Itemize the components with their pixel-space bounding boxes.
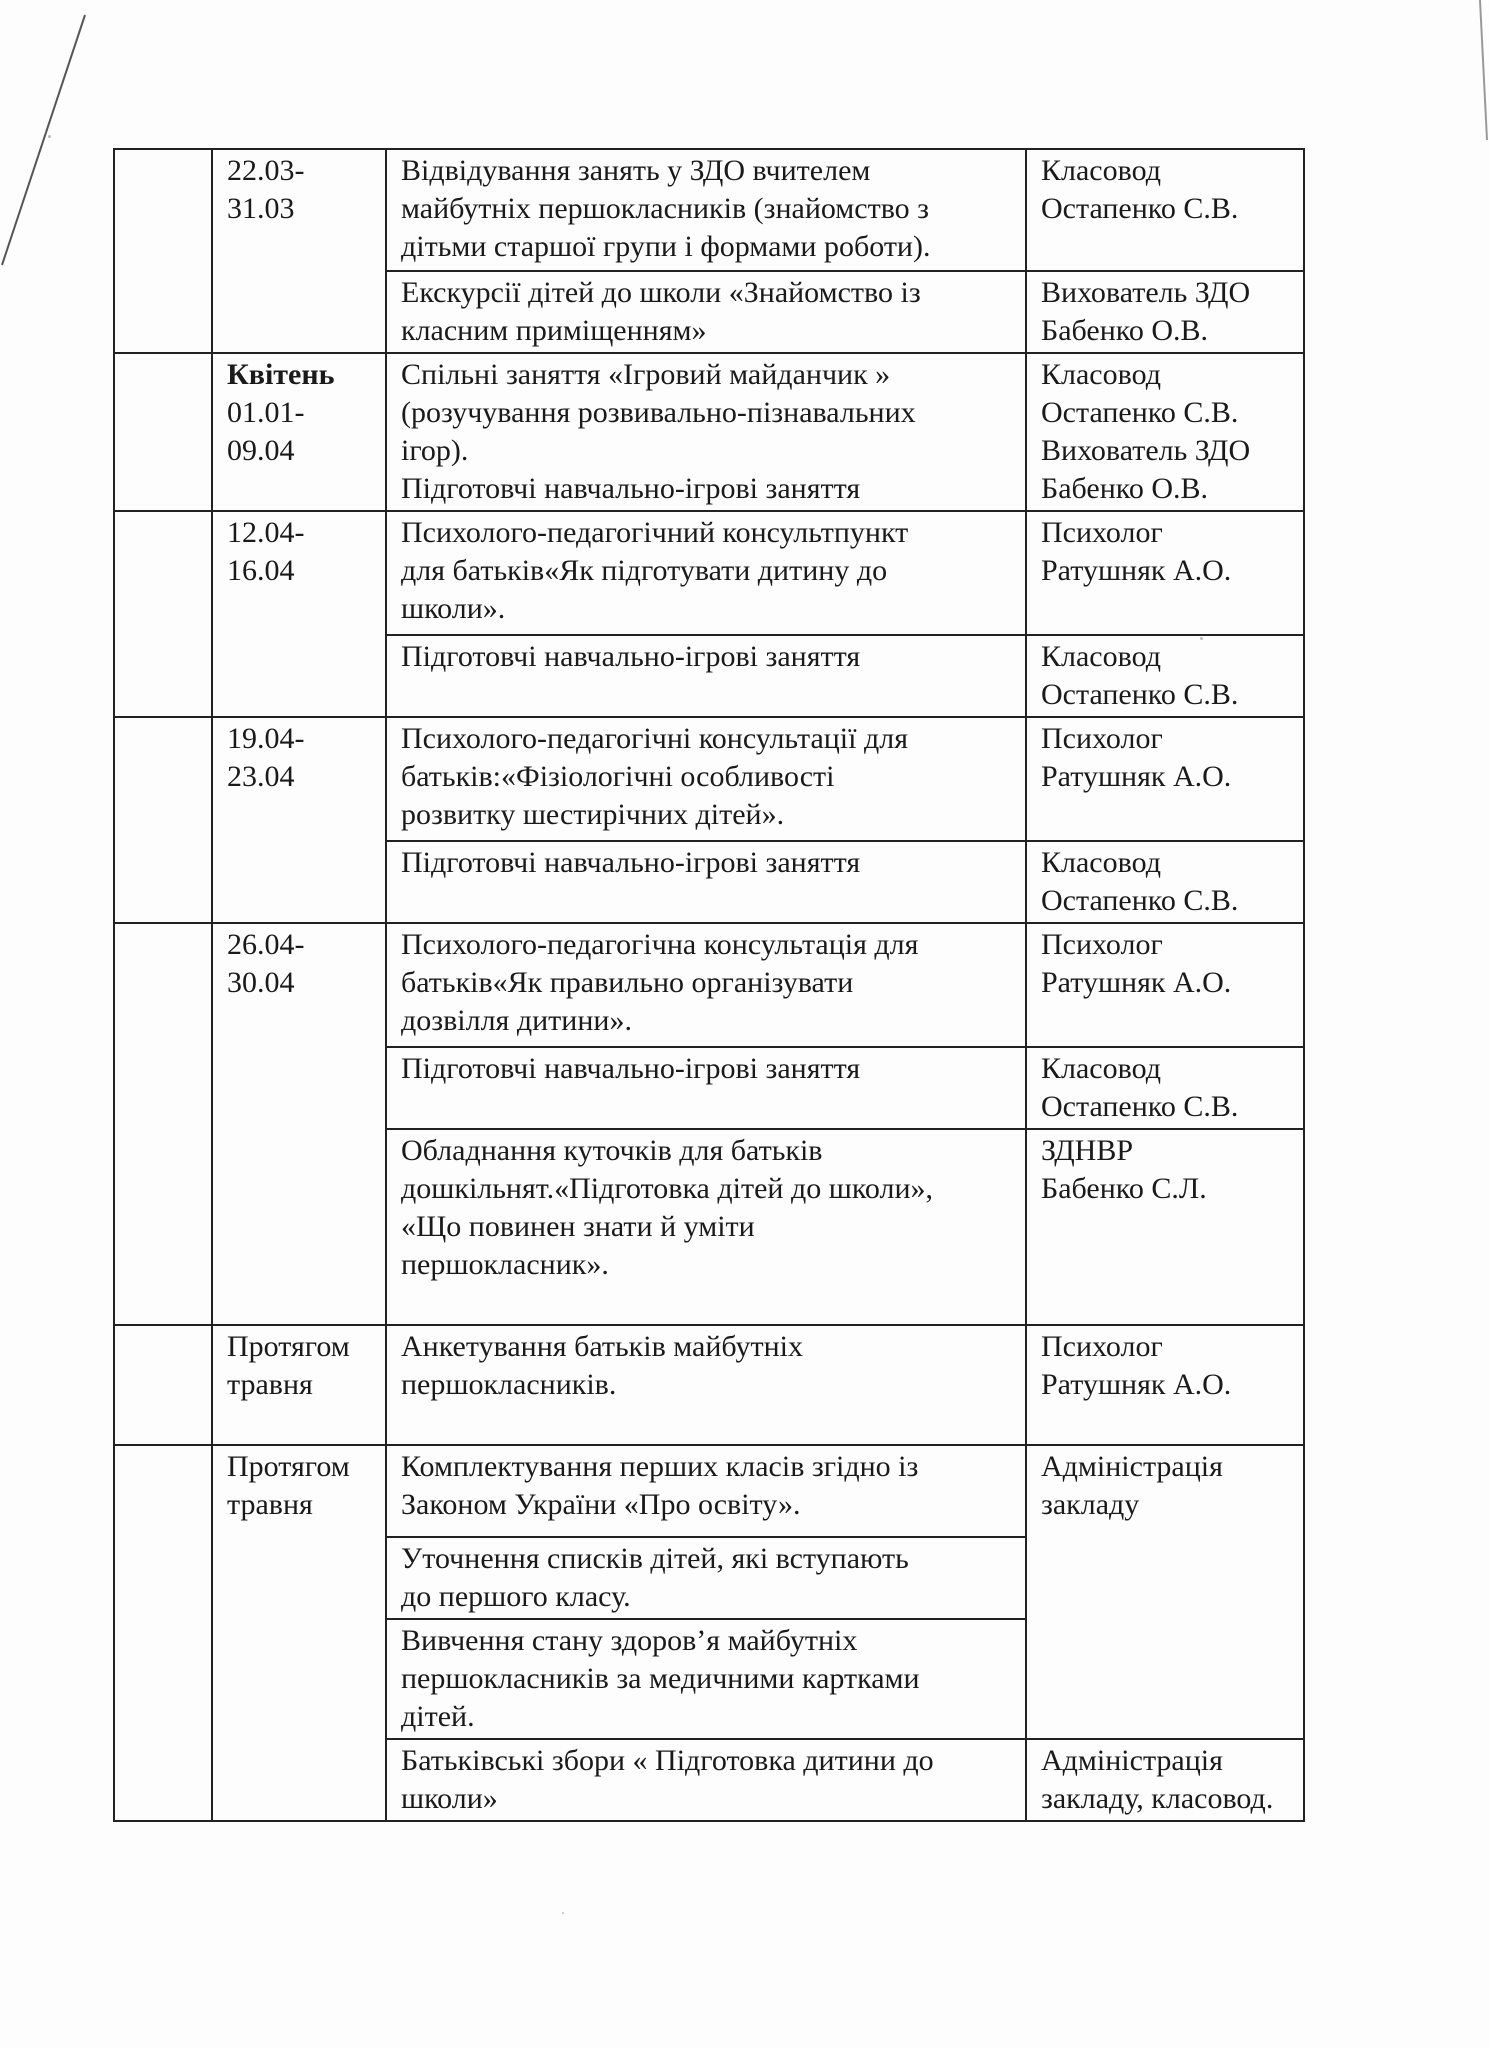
- activity-text: Підготовчі навчально-ігрові заняття: [401, 640, 861, 673]
- table-row: [114, 717, 1304, 841]
- activity-text: Спільні заняття «Ігровий майданчик »: [401, 358, 891, 391]
- activity-text: школи»: [401, 1782, 498, 1815]
- activity-cell: [386, 1129, 1026, 1325]
- table-row: [114, 149, 1304, 271]
- responsible-text: Бабенко О.В.: [1041, 472, 1209, 505]
- activity-text: дітей.: [401, 1700, 475, 1733]
- responsible-cell: [1026, 923, 1304, 1047]
- date-cell: [212, 353, 386, 511]
- table-row: [114, 923, 1304, 1047]
- responsible-cell: [1026, 511, 1304, 635]
- responsible-cell: [1026, 635, 1304, 717]
- activity-text: Законом України «Про освіту».: [401, 1488, 801, 1521]
- responsible-text: ЗДНВР: [1041, 1134, 1134, 1167]
- activity-text: першокласник».: [401, 1248, 609, 1281]
- schedule-table: [113, 148, 1305, 1822]
- date-text: травня: [227, 1488, 313, 1521]
- responsible-cell: [1026, 1129, 1304, 1325]
- activity-text: дозвілля дитини».: [401, 1004, 632, 1037]
- responsible-text: Остапенко С.В.: [1041, 884, 1239, 917]
- date-cell: [212, 1445, 386, 1821]
- schedule-table-body: [114, 149, 1304, 1821]
- activity-cell: [386, 511, 1026, 635]
- responsible-cell: [1026, 1445, 1304, 1739]
- responsible-text: Класовод: [1041, 846, 1161, 879]
- responsible-text: Остапенко С.В.: [1041, 1090, 1239, 1123]
- activity-text: батьків«Як правильно організувати: [401, 966, 854, 999]
- number-cell: [114, 511, 212, 717]
- activity-text: дошкільнят.«Підготовка дітей до школи»,: [401, 1172, 934, 1205]
- responsible-cell: [1026, 717, 1304, 841]
- activity-text: «Що повинен знати й уміти: [401, 1210, 755, 1243]
- responsible-text: Класовод: [1041, 154, 1161, 187]
- activity-text: першокласників.: [401, 1368, 617, 1401]
- responsible-cell: [1026, 1047, 1304, 1129]
- activity-cell: [386, 1047, 1026, 1129]
- activity-cell: [386, 717, 1026, 841]
- table-row: [114, 511, 1304, 635]
- date-text: 19.04-: [227, 722, 305, 755]
- responsible-text: Ратушняк А.О.: [1041, 760, 1232, 793]
- activity-text: Підготовчі навчально-ігрові заняття: [401, 472, 861, 505]
- table-row: [114, 1445, 1304, 1537]
- activity-text: Уточнення списків дітей, які вступають: [401, 1542, 909, 1575]
- date-text: 31.03: [227, 192, 295, 225]
- date-text: 09.04: [227, 434, 295, 467]
- responsible-cell: [1026, 271, 1304, 353]
- responsible-text: Вихователь ЗДО: [1041, 276, 1251, 309]
- activity-cell: [386, 1739, 1026, 1821]
- activity-cell: [386, 1445, 1026, 1537]
- activity-text: Психолого-педагогічна консультація для: [401, 928, 919, 961]
- activity-text: для батьків«Як підготувати дитину до: [401, 554, 888, 587]
- activity-cell: [386, 923, 1026, 1047]
- date-cell: [212, 511, 386, 717]
- date-text: Протягом: [227, 1450, 350, 1483]
- activity-cell: [386, 635, 1026, 717]
- responsible-text: Ратушняк А.О.: [1041, 1368, 1232, 1401]
- activity-text: Психолого-педагогічні консультації для: [401, 722, 909, 755]
- activity-cell: [386, 841, 1026, 923]
- date-text: Протягом: [227, 1330, 350, 1363]
- activity-text: Вивчення стану здоров’я майбутніх: [401, 1624, 858, 1657]
- number-cell: [114, 923, 212, 1325]
- date-text: 30.04: [227, 966, 295, 999]
- responsible-text: закладу, класовод.: [1041, 1782, 1274, 1815]
- number-cell: [114, 1445, 212, 1821]
- activity-text: Підготовчі навчально-ігрові заняття: [401, 846, 861, 879]
- date-text: 26.04-: [227, 928, 305, 961]
- activity-text: (розучування розвивально-пізнавальних: [401, 396, 916, 429]
- activity-cell: [386, 1325, 1026, 1445]
- responsible-text: Остапенко С.В.: [1041, 678, 1239, 711]
- activity-text: Екскурсії дітей до школи «Знайомство із: [401, 276, 921, 309]
- responsible-text: Ратушняк А.О.: [1041, 554, 1232, 587]
- responsible-cell: [1026, 353, 1304, 511]
- number-cell: [114, 717, 212, 923]
- scan-speck: [48, 135, 51, 138]
- date-text: 22.03-: [227, 154, 305, 187]
- activity-text: першокласників за медичними картками: [401, 1662, 920, 1695]
- activity-text: Комплектування перших класів згідно із: [401, 1450, 919, 1483]
- responsible-text: Ратушняк А.О.: [1041, 966, 1232, 999]
- responsible-text: Вихователь ЗДО: [1041, 434, 1251, 467]
- date-text: травня: [227, 1368, 313, 1401]
- responsible-text: Остапенко С.В.: [1041, 192, 1239, 225]
- activity-text: до першого класу.: [401, 1580, 631, 1613]
- activity-cell: [386, 1619, 1026, 1739]
- responsible-text: Класовод: [1041, 640, 1161, 673]
- activity-text: Батьківські збори « Підготовка дитини до: [401, 1744, 934, 1777]
- activity-text: Підготовчі навчально-ігрові заняття: [401, 1052, 861, 1085]
- responsible-cell: [1026, 149, 1304, 271]
- responsible-cell: [1026, 1325, 1304, 1445]
- responsible-text: Бабенко О.В.: [1041, 314, 1209, 347]
- date-cell: [212, 1325, 386, 1445]
- responsible-text: Класовод: [1041, 1052, 1161, 1085]
- table-row: [114, 1325, 1304, 1445]
- activity-text: Обладнання куточків для батьків: [401, 1134, 823, 1167]
- activity-text: батьків:«Фізіологічні особливості: [401, 760, 835, 793]
- number-cell: [114, 149, 212, 353]
- responsible-text: Остапенко С.В.: [1041, 396, 1239, 429]
- number-cell: [114, 1325, 212, 1445]
- responsible-text: Бабенко С.Л.: [1041, 1172, 1207, 1205]
- activity-cell: [386, 1537, 1026, 1619]
- activity-text: ігор).: [401, 434, 469, 467]
- date-text: 16.04: [227, 554, 295, 587]
- date-text: 01.01-: [227, 396, 305, 429]
- table-row: [114, 353, 1304, 511]
- responsible-text: Психолог: [1041, 1330, 1163, 1363]
- activity-text: майбутніх першокласників (знайомство з: [401, 192, 930, 225]
- responsible-text: Психолог: [1041, 722, 1163, 755]
- responsible-text: Адміністрація: [1041, 1744, 1223, 1777]
- activity-text: розвитку шестирічних дітей».: [401, 798, 785, 831]
- date-cell: [212, 149, 386, 353]
- responsible-text: Класовод: [1041, 358, 1161, 391]
- activity-cell: [386, 149, 1026, 271]
- number-cell: [114, 353, 212, 511]
- scan-speck: [562, 1912, 564, 1914]
- date-text: 23.04: [227, 760, 295, 793]
- activity-text: Анкетування батьків майбутніх: [401, 1330, 804, 1363]
- activity-text: школи».: [401, 592, 506, 625]
- date-cell: [212, 717, 386, 923]
- responsible-cell: [1026, 1739, 1304, 1821]
- responsible-text: Психолог: [1041, 928, 1163, 961]
- activity-text: Психолого-педагогічний консультпункт: [401, 516, 909, 549]
- activity-text: Відвідування занять у ЗДО вчителем: [401, 154, 871, 187]
- date-text: 12.04-: [227, 516, 305, 549]
- responsible-text: закладу: [1041, 1488, 1140, 1521]
- responsible-text: Адміністрація: [1041, 1450, 1223, 1483]
- activity-text: дітьми старшої групи і формами роботи).: [401, 230, 931, 263]
- month-label: Квітень: [227, 358, 335, 391]
- activity-cell: [386, 271, 1026, 353]
- responsible-text: Психолог: [1041, 516, 1163, 549]
- activity-text: класним приміщенням»: [401, 314, 707, 347]
- responsible-cell: [1026, 841, 1304, 923]
- date-cell: [212, 923, 386, 1325]
- activity-cell: [386, 353, 1026, 511]
